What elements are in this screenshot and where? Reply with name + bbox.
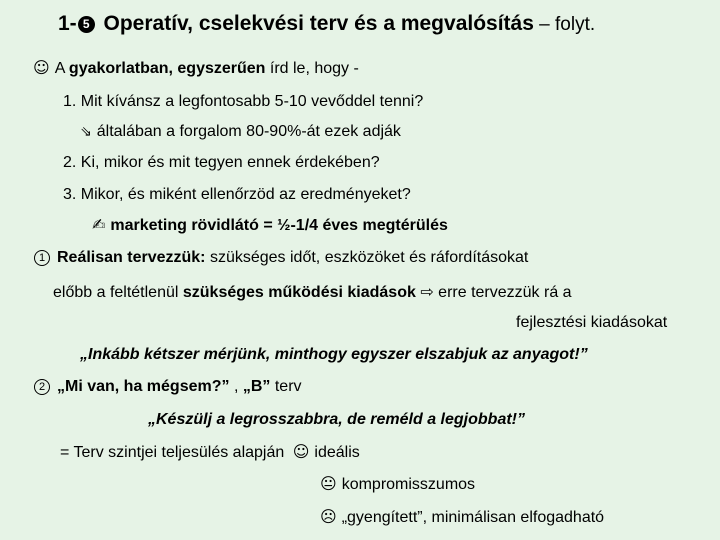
neutral-face-icon: 😐 [320,474,337,493]
question-3-note-text: marketing rövidlátó = ½-1/4 éves megtérülés [110,217,448,234]
plan-level-ideal: ideális [314,444,360,461]
frowning-face-icon: ☹ [320,507,337,526]
point-2-rest: terv [270,378,302,395]
point-1-line-2-rest: erre tervezzük rá a [433,284,572,301]
question-1: 1. Mit kívánsz a legfontosabb 5-10 vevőddel tenni? [63,93,424,110]
question-2: 2. Ki, mikor és mit tegyen ennek érdekében? [63,154,380,171]
point-1 [33,248,528,268]
writing-hand-icon: ✍ [92,215,106,234]
intro-rest: írd le, hogy - [265,60,359,77]
intro-bold: gyakorlatban, egyszerűen [68,60,266,77]
plan-level-compromise: kompromisszumos [341,476,476,493]
plan-levels-line [60,442,360,463]
right-arrow-icon: ⇨ [420,282,434,301]
title-main: Operatív, cselekvési terv és a megvalósítás [97,12,534,35]
question-3: 3. Mikor, és miként ellenőrzöd az eredményeket? [63,186,411,203]
point-1-line-2-bold: szükséges működési kiadások [182,284,416,301]
quote-2: „Készülj a legrosszabbra, de reméld a legjobbat!” [148,411,525,428]
intro-prefix: A [54,60,69,77]
plan-level-minimal-line [320,507,604,528]
title-suffix: – folyt. [533,14,596,35]
question-1-note [80,122,401,142]
page-title [58,14,595,35]
point-2 [33,377,302,397]
point-1-line-2-prefix: előbb a feltétlenül [53,284,183,301]
point-1-rest: szükséges időt, eszközöket és ráfordításokat [205,249,529,266]
point-1-line-2 [53,282,572,303]
point-2-bold-1: „Mi van, ha mégsem?” [57,378,230,395]
smiley-icon: ☺ [33,58,50,77]
number-5-icon: 5 [78,16,95,33]
point-2-bold-2: „B” [242,378,271,395]
number-2-icon: 2 [34,379,50,395]
outline-arrow-icon: ⇘ [80,124,92,140]
point-1-line-3: fejlesztési kiadásokat [516,314,668,331]
plan-levels-prefix: = Terv szintjei teljesülés alapján [60,444,285,461]
smiley-icon: ☺ [292,442,310,461]
point-1-bold: Reálisan tervezzük: [57,249,206,266]
plan-level-minimal: „gyengített”, minimálisan elfogadható [341,509,605,526]
intro-line [33,58,359,79]
plan-level-compromise-line [320,474,475,495]
quote-1: „Inkább kétszer mérjünk, minthogy egyszer elszabjuk az anyagot!” [80,346,588,363]
title-number: 1- [58,12,77,35]
question-3-note [92,215,448,236]
question-1-note-text: általában a forgalom 80-90%-át ezek adják [96,123,401,140]
point-2-middle: , [229,378,243,395]
number-1-icon: 1 [34,250,50,266]
